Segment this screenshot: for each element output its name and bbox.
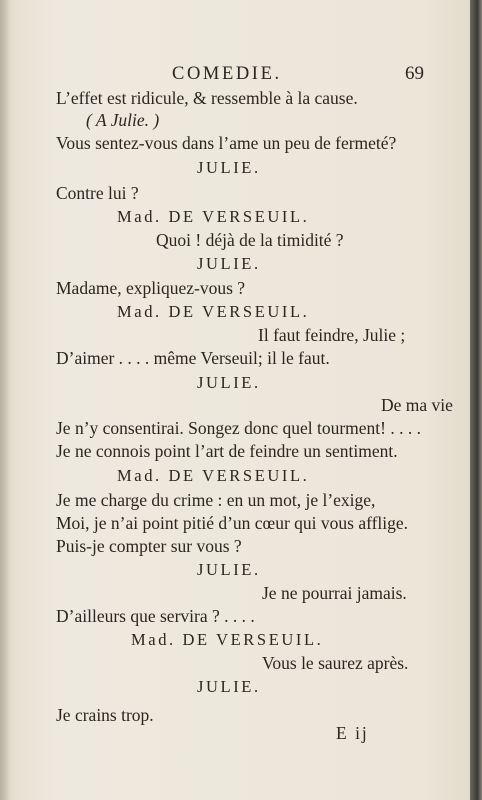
verse-line: Je ne connois point l’art de feindre un sentiment. [56,441,398,461]
verse-line: Je n’y consentirai. Songez donc quel tourment! . . . . [56,418,421,438]
verse-line: L’effet est ridicule, & ressemble à la cause. [56,88,358,108]
verse-line: Puis-je compter sur vous ? [56,536,242,556]
verse-line: Je me charge du crime : en un mot, je l’exige, [56,490,376,510]
speaker-name: JULIE. [197,560,261,579]
verse-line: Quoi ! déjà de la timidité ? [156,230,344,250]
speaker-name: Mad. DE VERSEUIL. [131,630,324,649]
running-title: COMEDIE. [172,64,282,84]
speaker-name: JULIE. [197,158,261,177]
speaker-name: JULIE. [197,373,261,392]
verse-line: Je crains trop. [56,705,154,725]
speaker-name: Mad. DE VERSEUIL. [117,466,310,485]
verse-line: Contre lui ? [56,183,139,203]
verse-line: Vous le saurez après. [262,653,409,673]
speaker-name: JULIE. [197,677,261,696]
speaker-name: Mad. DE VERSEUIL. [117,302,310,321]
verse-line: D’ailleurs que servira ? . . . . [56,606,255,626]
page-number: 69 [405,63,424,84]
page-gutter-shadow [0,0,10,800]
book-edge [470,0,482,800]
verse-line: Je ne pourrai jamais. [262,583,407,603]
speaker-name: Mad. DE VERSEUIL. [117,207,310,226]
stage-direction: ( A Julie. ) [86,110,160,130]
verse-line: Madame, expliquez-vous ? [56,278,246,298]
verse-line: Vous sentez-vous dans l’ame un peu de fermeté? [56,133,397,153]
verse-line: Moi, je n’ai point pitié d’un cœur qui vous afflige. [56,513,409,533]
speaker-name: JULIE. [197,254,261,273]
verse-line: D’aimer . . . . même Verseuil; il le faut. [56,348,330,368]
verse-line: De ma vie [381,395,453,415]
signature-mark: E ij [336,723,369,743]
verse-line: Il faut feindre, Julie ; [258,325,406,345]
